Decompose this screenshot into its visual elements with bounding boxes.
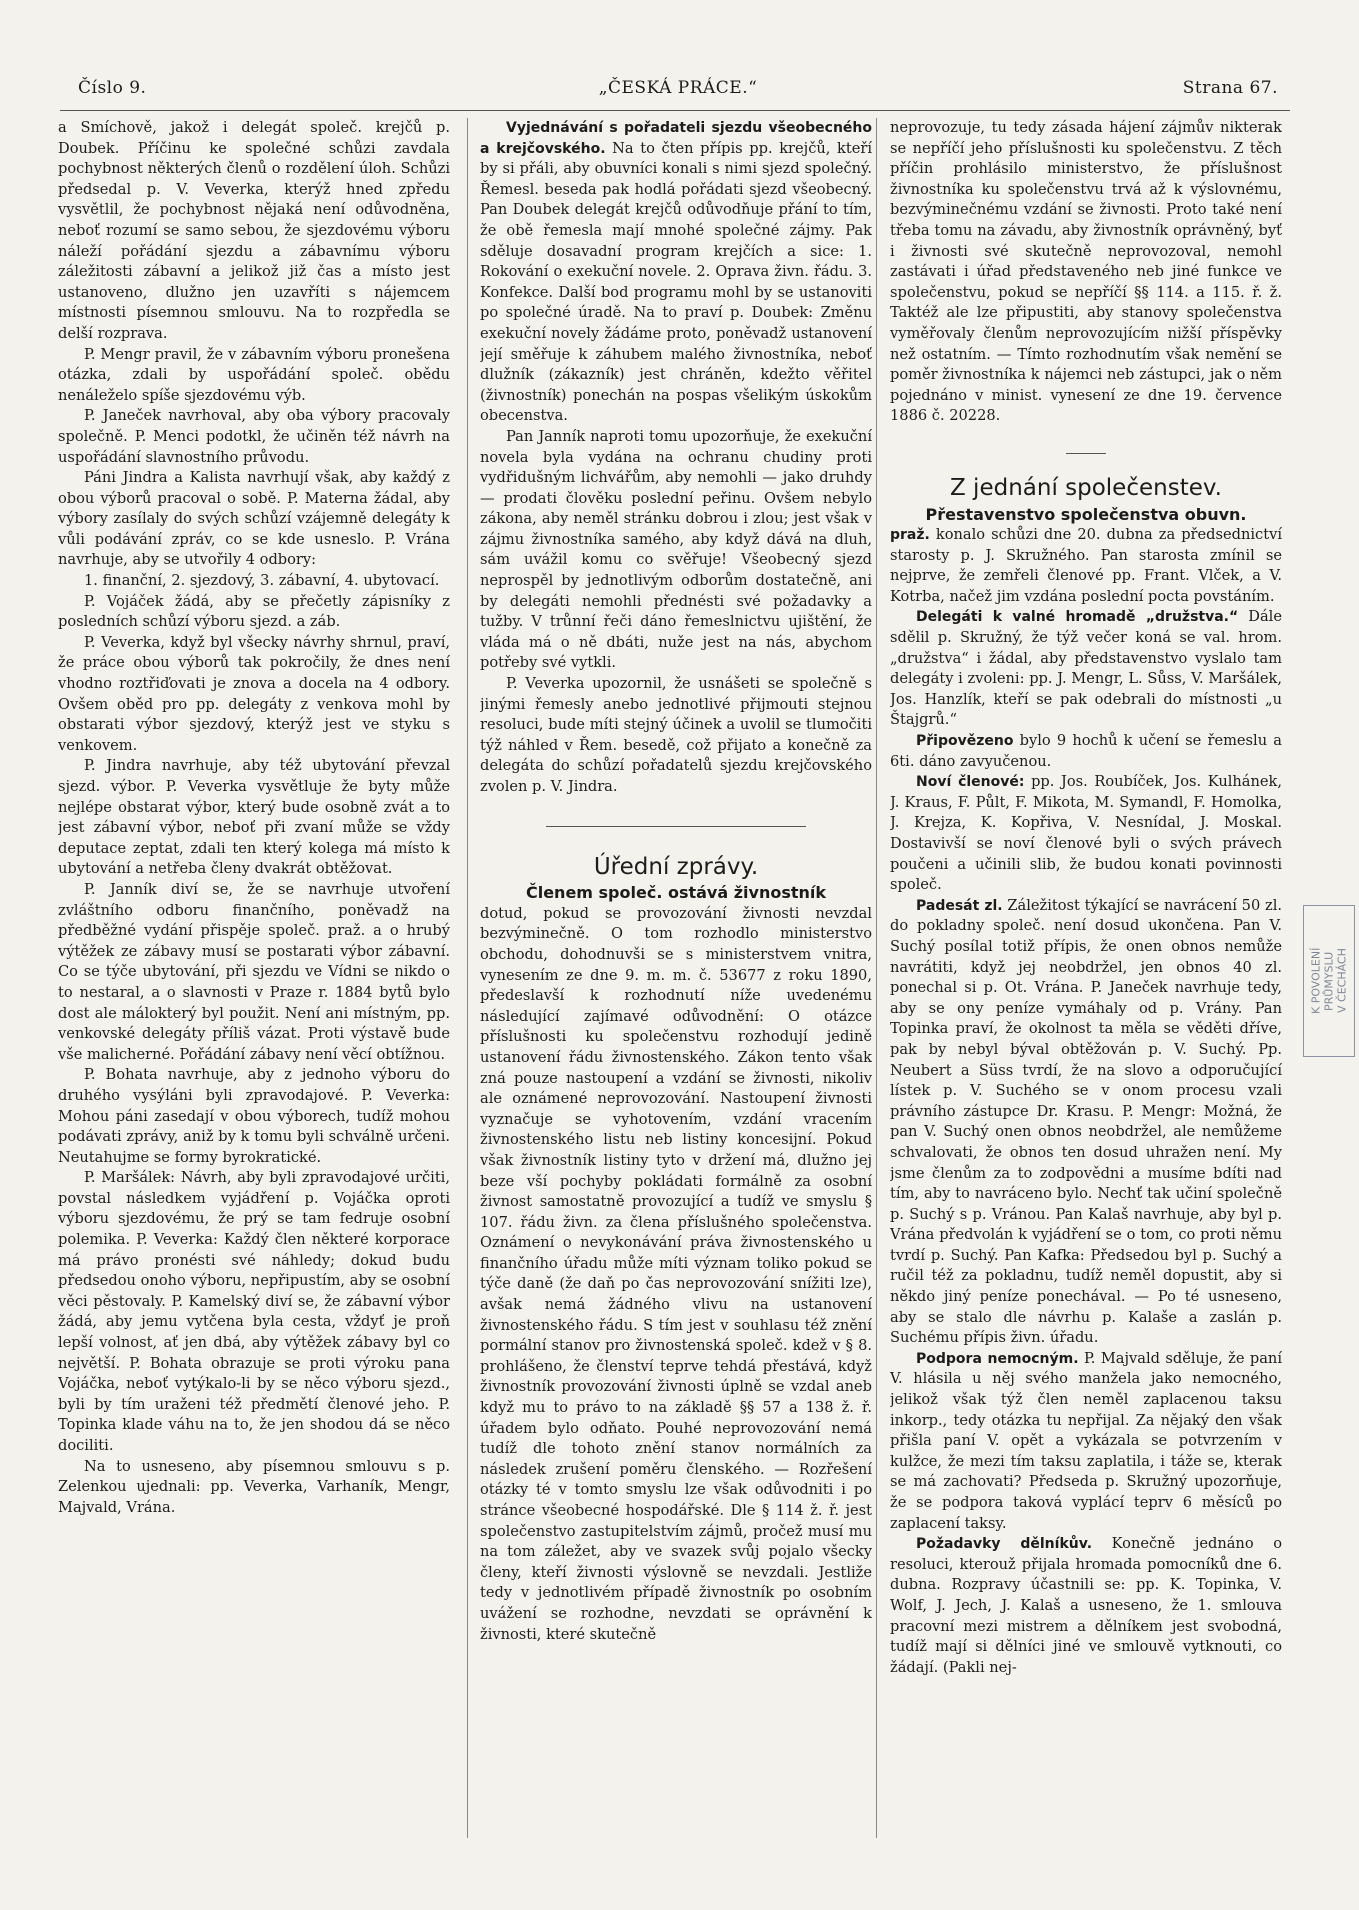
paragraph: P. Mengr pravil, že v zábavním výboru pronešena otázka, zdali by uspořádání společ. obědu nenáleželo spíše sjezdovému výb. [58, 345, 450, 404]
stamp-text: V ČECHÁCH [1335, 948, 1349, 1014]
section-lead: Noví členové: [916, 774, 1025, 791]
paragraph: P. Bohata navrhuje, aby z jednoho výboru do druhého vysýláni byli zpravodajové. P. Veverka: Mohou páni zasedají v obou výborech, tudíž mohou podávati zprávy, aniž by k tomu byli schválně určeni. Neutahujme se formy byrokratické. [58, 1066, 450, 1166]
section-title: Z jednání společenstev. [949, 474, 1222, 501]
library-stamp [1303, 905, 1355, 1057]
paragraph: P. Jindra navrhuje, aby též ubytování převzal sjezd. výbor. P. Veverka vysvětluje že byty může nejlépe obstarat výbor, který bude osobně zvát a to jest zábavní výbor, neboť při zvaní může se vždy deputace zeptat, zdali ten který kolega má místo k ubytování a netřeba členy dvakrát obtěžovat. [58, 757, 450, 878]
paragraph [890, 731, 1282, 772]
paragraph: 1. finanční, 2. sjezdový, 3. zábavní, 4. ubytovací. [84, 572, 440, 590]
paragraph: a Smíchově, jakož i delegát společ. krejčů p. Doubek. Příčinu ke společné schůzi zavdala pochybnost některých členů o rozdělení úloh. Schůzi předsedal p. V. Veverka, kterýž hned zpředu vysvětlil, že pochybnost nějaká není odůvodněna, neboť rozumí se samo sebou, že sjezdovému výboru náleží pořádání sjezdu a zábavnímu výboru záležitosti zábavní a jelikož již čas a místo jest ustanoveno, dlužno jen uzavříti s nájemcem místnosti písemnou smlouvu. Na to rozpředla se delší rozprava. [58, 119, 450, 342]
paragraph [890, 896, 1282, 1349]
section-lead: praž. [890, 527, 930, 544]
paragraph [890, 1349, 1282, 1534]
paragraph: Pan Janník naproti tomu upozorňuje, že exekuční novela byla vydána na ochranu chudiny proti vydřidušným lichvářům, aby nemohli — jako druhdy — prodati člověku poslední peřinu. Ovšem nebylo zákona, aby neměl stránku dobrou i zlou; jest však v zájmu živnostníka samého, aby když dává na dluh, sám uvážil komu co svěřuje! Všeobecný sjezd neprospěl by jednotlivým odborům dostatečně, ani by delegáti nemohli přednésti své požadavky a tužby. V trůnní řeči dáno řemeslnictvu ujištění, že vláda má o ně dbáti, nuže jest na nás, abychom potřeby své vytkli. [480, 427, 872, 672]
paragraph: P. Vojáček žádá, aby se přečetly zápisníky z posledních schůzí výboru sjezd. a záb. [58, 592, 450, 631]
section-lead: Padesát zl. [916, 897, 1003, 914]
paragraph [890, 607, 1282, 731]
paragraph-text: bylo 9 hochů k učení se řemeslu a 6ti. dáno zavyučenou. [890, 732, 1282, 770]
column-divider [876, 118, 877, 1838]
paragraph: P. Veverka upozornil, že usnášeti se společně s jinými řemesly anebo jednotlivé přijmouti stejnou resoluci, bude míti stejný účinek a uvolil se tlumočiti týž náhled v Řem. besedě, což přijato a konečně za delegáta do schůzí pořadatelů sjezdu krejčovského zvolen p. V. Jindra. [480, 675, 872, 795]
paragraph: Páni Jindra a Kalista navrhují však, aby každý z obou výborů pracoval o sobě. P. Materna žádal, aby výbory zasílaly do svých schůzí vzájemně delegáty k vůli podávání zpráv, co se kde usneslo. P. Vrána navrhuje, aby se utvořily 4 odbory: [58, 469, 450, 569]
paragraph: Na to usneseno, aby písemnou smlouvu s p. Zelenkou ujednali: pp. Veverka, Varhaník, Mengr, Majvald, Vrána. [58, 1457, 450, 1516]
paragraph: P. Janník diví se, že se navrhuje utvoření zvláštního odboru finančního, poněvadž na předběžné vydání přispěje společ. praž. a o hrubý výtěžek ze zábavy musí se postarati výbor zábavní. Co se týče ubytování, při sjezdu ve Vídni se nikdo o to nestaral, a o slavnosti v Praze r. 1884 bytů bylo dost ale málokterý byl použit. Není ani místným, pp. venkovské delegáty příliš vázat. Proti výstavě bude vše malicherné. Pořádání zábavy není věcí obtížnou. [58, 880, 450, 1063]
column-1 [58, 118, 450, 1888]
section-title: Úřední zprávy. [593, 853, 759, 880]
section-lead: Delegáti k valné hromadě „družstva.“ [916, 609, 1239, 626]
paragraph-text: Záležitost týkající se navrácení 50 zl. do pokladny společ. není dosud ukončena. Pan V. Suchý posílal totiž přípis, že onen obnos nemůže navrátiti, když jej neobdržel, jen obnos 40 zl. ponechal si p. Ot. Vrána. P. Janeček navrhuje tedy, aby se ony peníze vymáhaly od p. Vrány. Pan Topinka praví, že okolnost ta měla se věděti dříve, pak by nebyl býval obtěžován p. V. Suchý. Pp. Neubert a Süss tvrdí, že na slovo a odporučující lístek p. V. Suchého se v onom procesu vzali právního zástupce Dr. Krasu. P. Mengr: Možná, že pan V. Suchý onen obnos neobdržel, ale nemůžeme schvalovati, že obnos ten dosud uhražen není. My jsme členům za to zodpovědni a musíme bdíti nad tím, aby to navráceno bylo. Nechť tak učiní společně p. Suchý s p. Vránou. Pan Kalaš navrhuje, aby byl p. Vrána předvolán k vyjádření se o tom, co proti němu tvrdí p. Suchý. Pan Kafka: Předsedou byl p. Suchý a ručil též za pokladnu, tudíž neměl dopustit, aby si někdo jiný peníze ponechával. — Po té usneseno, aby se stalo dle návrhu p. Kalaše a zaslán p. Suchému přípis živn. úřadu. [890, 896, 1282, 1347]
paragraph: P. Maršálek: Návrh, aby byli zpravodajové určiti, povstal následkem vyjádření p. Vojáčka oproti výboru sjezdovému, že prý se tam fedruje osobní polemika. P. Veverka: Každý člen některé korporace má právo pronésti své náhledy; dokud budu předsedou onoho výboru, nepřipustím, aby se osobní věci pěstovaly. P. Kamelský diví se, že zábavní výbor žádá, aby jemu vytčena byla cesta, vždyť je proň lepší volnost, ať jen dbá, aby výtěžek zábavy byl co největší. P. Bohata obrazuje se proti výroku pana Vojáčka, neboť vytýkalo-li by se něco výboru sjezd., byli by tím uraženi též předmětí členové jeho. P. Topinka klade váhu na to, že jen shodou dá se něco dociliti. [58, 1169, 450, 1454]
paragraph-text: Konečně jednáno o resoluci, kterouž přijala hromada pomocníků dne 6. dubna. Rozpravy účastnili se: pp. K. Topinka, V. Wolf, J. Jech, J. Kalaš a usneseno, že 1. smlouva pracovní mezi mistrem a dělníkem jest svobodná, tudíž mají si dělníci jiné ve smlouvě vytknouti, co žádají. (Pakli nej- [890, 1535, 1282, 1676]
header-rule [60, 110, 1290, 111]
paragraph-text: Na to čten přípis pp. krejčů, kteří by si přáli, aby obuvníci konali s nimi sjezd společný. Řemesl. beseda pak hodlá pořádati sjezd všeobecný. Pan Doubek delegát krejčů odůvodňuje přání to tím, že obě řemesla mají mnohé společné zájmy. Pak sděluje dosavadní program krejčích a sice: 1. Rokování o exekuční novele. 2. Oprava živn. řádu. 3. Konfekce. Další bod programu mohl by se ustanoviti po společné úradě. Na to praví p. Doubek: Změnu exekuční novely žádáme proto, poněvadž ustanovení její směřuje k záhubem malého živnostníka, neboť dlužník (zákazník) jest chráněn, kdežto věřitel (živnostník) ponechán na pospas všelikým úskokům obecenstva. [480, 139, 872, 425]
column-3 [890, 118, 1282, 1888]
column-2 [480, 118, 872, 1888]
paragraph [890, 772, 1282, 896]
page-number: Strana 67. [1182, 78, 1278, 98]
issue-number: Číslo 9. [78, 78, 147, 98]
page-header [78, 78, 1278, 102]
section-divider [546, 826, 806, 827]
newspaper-title: „ČESKÁ PRÁCE.“ [598, 78, 758, 98]
stamp-text: K POVOLENÍ [1309, 947, 1323, 1015]
paragraph [890, 1534, 1282, 1678]
paragraph-text: pp. Jos. Roubíček, Jos. Kulhánek, J. Kraus, F. Půlt, F. Mikota, M. Symandl, F. Homolka, J. Krejza, K. Kopřiva, V. Nesnídal, J. Moskal. Dostavivší se noví členové byli o svých právech poučeni a učinili slib, že budou konati povinnosti společ. [890, 773, 1282, 894]
section-lead: Připovězeno [916, 733, 1014, 750]
paragraph-text: P. Majvald sděluje, že paní V. hlásila u něj svého manžela jako nemocného, jelikož však týž člen neměl zaplacenou taksu inkorp., tedy otázka tu nepřijal. Za nějaký den však přišla paní V. opět a vykázala se potvrzením v kulžce, že mezi tím taksu zaplatila, i táže se, kterak se má zachovati? Předseda p. Skružný upozorňuje, že se podpora taková vyplácí teprv 6 měsíců po zaplacení taksy. [890, 1349, 1282, 1532]
paragraph-text: Dále sdělil p. Skružný, že týž večer koná se val. hrom. „družstva“ i žádal, aby představenstvo vyslalo tam delegáty i zvoleni: pp. J. Mengr, L. Sůss, V. Maršálek, Jos. Hanzlík, kteří se pak odebrali do místnosti „u Štajgrů.“ [890, 608, 1282, 729]
paragraph: P. Veverka, když byl všecky návrhy shrnul, praví, že práce obou výborů tak pokročily, že dnes není vhodno roztřiďovati je znova a docela na 4 odbory. Ovšem oběd pro pp. delegáty z venkova mohl by obstarati výbor sjezdový, kterýž jest ve styku s venkovem. [58, 633, 450, 754]
paragraph [890, 525, 1282, 607]
paragraph: neprovozuje, tu tedy zásada hájení zájmův nikterak se nepříčí jeho příslušnosti ku společenstvu. Z těch příčin prohlásilo ministerstvo, že příslušnost živnostníka ku společenstvu trvá až k výslovnému, bezvýminečnému vzdání se živnosti. Proto také není třeba tomu na závadu, aby živnostník oprávněný, byť i živnosti své skutečně neprovozoval, nemohl zastávati i úřad představeného neb jiné funkce ve společenstvu, pokud se nepříčí §§ 114. a 115. ř. ž. Taktéž ale lze připustiti, aby stanovy společenstva vyměřovaly členům neprovozujícím nižší příspěvky než ostatním. — Tímto rozhodnutím však nemění se poměr živnostníka k nájemci neb zástupci, jak o něm pojednáno v minist. vynesení ze dne 19. července 1886 č. 20228. [890, 119, 1282, 425]
section-lead: Požadavky dělníkův. [916, 1536, 1093, 1553]
section-lead: Podpora nemocným. [916, 1350, 1079, 1367]
paragraph-text: konalo schůzi dne 20. dubna za předsednictví starosty p. J. Skružného. Pan starosta zmínil se nejprve, že zemřeli členové pp. Frant. Vlček, a V. Kotrba, načež jim vzdána poslední pocta povstáním. [890, 526, 1282, 605]
column-divider [467, 118, 468, 1838]
article-title: Členem společ. ostává živnostník [525, 883, 827, 903]
paragraph: P. Janeček navrhoval, aby oba výbory pracovaly společně. P. Menci podotkl, že učiněn též návrh na uspořádání slavnostního průvodu. [58, 407, 450, 466]
section-lead: Vyjednávání s pořadateli sjezdu všeobecného a krejčovského. [480, 120, 872, 157]
paragraph [480, 118, 872, 427]
paragraph: dotud, pokud se provozování živnosti nevzdal bezvýminečně. O tom rozhodlo ministerstvo obchodu, dohodnuvši se s ministerstvem vnitra, vynesením ze dne 9. m. m. č. 53677 z roku 1890, předeslavší k rozhodnutí níže uvedenému následující zajímavé odůvodnění: O otázce příslušnosti ku společenstvu rozhodují jedině ustanovení řádu živnostenského. Zákon tento však zná pouze nastoupení a vzdání se živnosti, nikoliv ale oznámené neprovozování. Nastoupení živnosti vyznačuje se vyhotovením, vzdání vracením živnostenského listu neb listiny koncesijní. Pokud však živnostník listiny tyto v držení má, dlužno jej beze vší pochyby pokládati formálně za osobní živnost samostatně provozující a tudíž ve smyslu § 107. řádu živn. za člena příslušného společenstva. Oznámení o nevykonávání práva živnostenského u finančního úřadu může míti význam toliko pokud se týče daně (že daň po čas neprovozování snížiti lze), avšak nemá žádného vlivu na ustanovení živnostenského řádu. S tím jest v souhlasu též znění pormální stanov pro živnostenská společ. kdež v § 8. prohlášeno, že členství teprve tehdá přestává, když živnostník provozování živnosti úplně se vzdal aneb když mu to právo to na základě §§ 57 a 138 ž. ř. úřadem bylo odňato. Pouhé neprovozování nemá tudíž dle tohoto znění stanov normálních za následek zrušení poměru členského. — Rozřešení otázky té v tomto smyslu lze však odůvodniti i po stránce všeobecné hospodářské. Dle § 114 ž. ř. jest společenstvo zastupitelstvím zájmů, pročež musí mu na tom záležet, aby ve svazek svůj pojalo všecky členy, kteří živnosti výslovně se nevzdali. Jestliže tedy v jednotlivém případě živnostník po osobním uvážení se rozhodne, nevzdati se oprávnění k živnosti, které skutečně [480, 904, 872, 1643]
stamp-text: PRŮMYSLU [1322, 951, 1336, 1011]
section-divider [1066, 453, 1106, 454]
article-title: Přestavenstvo společenstva obuvn. [925, 504, 1247, 524]
